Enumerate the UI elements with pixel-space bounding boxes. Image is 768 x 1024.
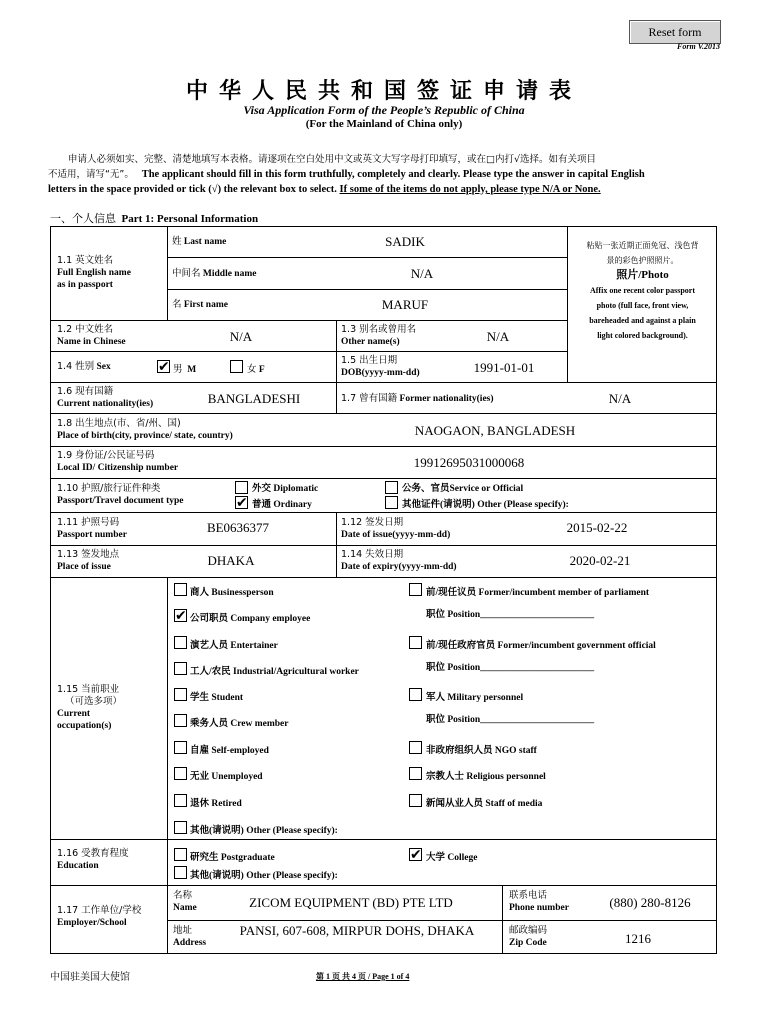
form-version: Form V.2013 [677, 42, 720, 51]
field-1-10-label: 1.10 护照/旅行证件种类 Passport/Travel document type [57, 483, 184, 506]
middle-name-label: 中间名 Middle name [172, 268, 257, 279]
occupation-left-checkbox[interactable] [174, 636, 187, 649]
field-1-16-label: 1.16 受教育程度 Education [57, 848, 129, 871]
footer-page-number: 第 1 页 共 4 页 / Page 1 of 4 [316, 972, 410, 981]
occupation-right-checkbox[interactable] [409, 767, 422, 780]
occupation-right-checkbox[interactable] [409, 794, 422, 807]
issue-place-value[interactable]: DHAKA [207, 553, 255, 568]
issue-date-value[interactable]: 2015-02-22 [566, 520, 628, 535]
field-1-2-label: 1.2 中文姓名 Name in Chinese [57, 324, 126, 347]
last-name-value[interactable]: SADIK [385, 234, 425, 249]
field-1-1-label: 1.1 英文姓名 Full English name as in passport [57, 255, 131, 290]
edu-other-label: 其他(请说明) Other (Please specify): [190, 871, 338, 881]
occupation-right-checkbox[interactable] [409, 636, 422, 649]
footer-embassy: 中国驻美国大使馆 [50, 972, 130, 983]
field-1-13-label: 1.13 签发地点 Place of issue [57, 549, 120, 572]
occupation-right-label: 非政府组织人员 NGO staff [426, 746, 537, 756]
citizenship-number-value[interactable]: 19912695031000068 [413, 455, 525, 470]
field-1-8-label: 1.8 出生地点(市、省/州、国) Place of birth(city, province/ state, country) [57, 418, 233, 441]
address-value[interactable]: PANSI, 607-608, MIRPUR DOHS, DHAKA [239, 923, 475, 938]
occupation-left-label: 商人 Businessperson [190, 588, 274, 598]
field-1-17-label: 1.17 工作单位/学校 Employer/School [57, 905, 142, 928]
doc-other-checkbox[interactable] [385, 496, 398, 509]
occupation-left-label: 工人/农民 Industrial/Agricultural worker [190, 667, 359, 677]
occupation-right-label: 军人 Military personnel [426, 693, 524, 703]
instructions: 申请人必须如实、完整、清楚地填写本表格。请逐项在空白处用中文或英文大写字母打印填写，或在□内打√选择。如有关项目 不适用，请写“无”。 The applicant should fill in this form truthfully, completely and clearly. Please type the answer in capital English letters in the space provided or tick (√) the relevant box to select. If some of the items do not apply, please type N/A or None. [48, 154, 645, 195]
sex-male-checkbox[interactable] [157, 360, 170, 373]
doc-ordinary-label: 普通 Ordinary [252, 500, 312, 510]
first-name-value[interactable]: MARUF [381, 297, 429, 312]
form-title-en: Visa Application Form of the People’s Republic of China [243, 103, 525, 117]
field-1-9-label: 1.9 身份证/公民证号码 Local ID/ Citizenship number [57, 450, 179, 473]
expiry-date-value[interactable]: 2020-02-21 [569, 553, 631, 568]
position-field[interactable]: 职位 Position________________________ [426, 715, 595, 725]
occupation-left-checkbox[interactable] [174, 821, 187, 834]
passport-number-value[interactable]: BE0636377 [206, 520, 270, 535]
field-1-15-label: 1.15 当前职业 （可选多项） Current occupation(s) [57, 684, 123, 731]
field-1-12-label: 1.12 签发日期 Date of issue(yyyy-mm-dd) [341, 517, 451, 540]
occupation-left-label: 演艺人员 Entertainer [190, 641, 278, 651]
occupation-left-checkbox[interactable] [174, 609, 187, 622]
employer-name-value[interactable]: ZICOM EQUIPMENT (BD) PTE LTD [249, 895, 453, 910]
occupation-left-label: 公司职员 Company employee [190, 614, 311, 624]
employer-name-label: 名称 Name [173, 890, 197, 913]
occupation-left-label: 学生 Student [190, 693, 244, 703]
occupation-right-checkbox[interactable] [409, 741, 422, 754]
middle-name-value[interactable]: N/A [410, 266, 434, 281]
field-1-4-label: 1.4 性别 Sex [57, 361, 111, 372]
edu-postgraduate-label: 研究生 Postgraduate [190, 853, 275, 863]
field-1-6-label: 1.6 现有国籍 Current nationality(ies) [57, 386, 154, 409]
phone-value[interactable]: (880) 280-8126 [609, 895, 691, 910]
chinese-name-value[interactable]: N/A [229, 329, 253, 344]
former-nationality-value[interactable]: N/A [608, 391, 632, 406]
doc-ordinary-checkbox[interactable] [235, 496, 248, 509]
occupation-left-label: 其他(请说明) Other (Please specify): [190, 826, 338, 836]
occupation-left-checkbox[interactable] [174, 794, 187, 807]
edu-postgraduate-checkbox[interactable] [174, 848, 187, 861]
part1-heading: 一、个人信息 Part 1: Personal Information [50, 212, 259, 225]
occupation-left-label: 退休 Retired [190, 799, 242, 809]
doc-other-label: 其他证件(请说明) Other (Please specify): [402, 500, 569, 510]
birthplace-value[interactable]: NAOGAON, BANGLADESH [414, 423, 576, 438]
doc-diplomatic-label: 外交 Diplomatic [252, 484, 319, 494]
occupation-right-checkbox[interactable] [409, 688, 422, 701]
reset-form-button[interactable]: Reset form [629, 20, 721, 44]
occupation-left-checkbox[interactable] [174, 583, 187, 596]
nationality-value[interactable]: BANGLADESHI [207, 391, 301, 406]
field-1-7-label: 1.7 曾有国籍 Former nationality(ies) [341, 393, 494, 404]
occupation-left-label: 无业 Unemployed [190, 772, 263, 782]
first-name-label: 名 First name [172, 299, 228, 310]
last-name-label: 姓 Last name [172, 236, 227, 247]
other-names-value[interactable]: N/A [486, 329, 510, 344]
occupation-left-checkbox[interactable] [174, 688, 187, 701]
field-1-14-label: 1.14 失效日期 Date of expiry(yyyy-mm-dd) [341, 549, 457, 572]
zip-label: 邮政编码 Zip Code [509, 925, 548, 948]
occupation-left-checkbox[interactable] [174, 714, 187, 727]
zip-value[interactable]: 1216 [625, 931, 651, 946]
edu-other-checkbox[interactable] [174, 866, 187, 879]
phone-label: 联系电话 Phone number [509, 890, 569, 913]
field-1-5-label: 1.5 出生日期 DOB(yyyy-mm-dd) [341, 355, 420, 378]
occupation-right-label: 新闻从业人员 Staff of media [426, 799, 543, 809]
photo-box: 粘贴一张近期正面免冠、浅色背 景的彩色护照照片。 照片/Photo Affix one recent color passport photo (full face, front view, bareheaded and against a plain light colored background). [586, 241, 699, 340]
sex-female-checkbox[interactable] [230, 360, 243, 373]
occupation-left-checkbox[interactable] [174, 662, 187, 675]
occupation-right-label: 前/现任政府官员 Former/incumbent government official [426, 641, 656, 651]
form-subtitle: (For the Mainland of China only) [305, 118, 463, 130]
address-label: 地址 Address [173, 925, 207, 948]
doc-diplomatic-checkbox[interactable] [235, 481, 248, 494]
dob-value[interactable]: 1991-01-01 [473, 360, 535, 375]
occupation-left-checkbox[interactable] [174, 767, 187, 780]
occupation-left-label: 自雇 Self-employed [190, 746, 269, 756]
edu-college-checkbox[interactable] [409, 848, 422, 861]
form-title-zh: 中华人民共和国签证申请表 [185, 79, 582, 104]
occupation-left-label: 乘务人员 Crew member [190, 719, 289, 729]
field-1-3-label: 1.3 别名或曾用名 Other name(s) [341, 324, 417, 347]
sex-male-label: 男 M [173, 364, 197, 375]
occupation-right-label: 宗教人士 Religious personnel [426, 772, 546, 782]
position-field[interactable]: 职位 Position________________________ [426, 610, 595, 620]
occupation-right-label: 前/现任议员 Former/incumbent member of parliament [426, 588, 650, 598]
occupation-right-checkbox[interactable] [409, 583, 422, 596]
position-field[interactable]: 职位 Position________________________ [426, 663, 595, 673]
sex-female-label: 女 F [247, 364, 265, 375]
doc-service-checkbox[interactable] [385, 481, 398, 494]
doc-service-label: 公务、官员Service or Official [402, 484, 524, 494]
occupation-left-checkbox[interactable] [174, 741, 187, 754]
field-1-11-label: 1.11 护照号码 Passport number [57, 517, 127, 540]
edu-college-label: 大学 College [426, 853, 478, 863]
